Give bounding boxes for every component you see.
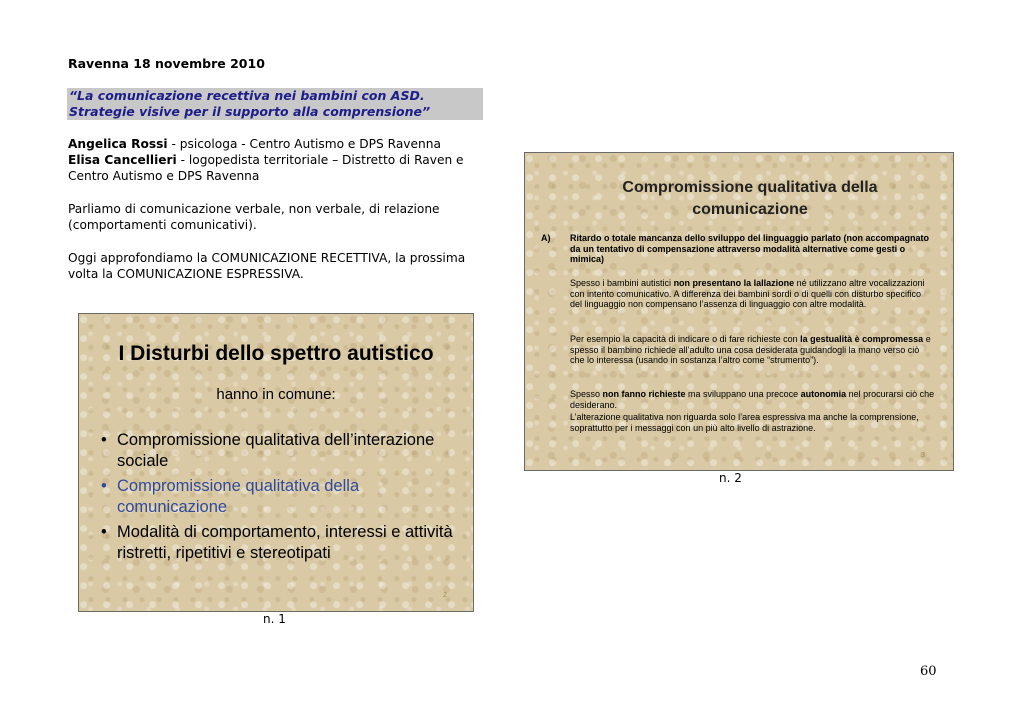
slide1-subtitle: hanno in comune: — [216, 386, 336, 403]
document-date: Ravenna 18 novembre 2010 — [68, 56, 265, 71]
author2-role-cont: Centro Autismo e DPS Ravenna — [68, 169, 260, 183]
intro-p1-line2: (comportamenti comunicativi). — [68, 218, 257, 232]
author1-role: - psicologa - Centro Autismo e DPS Ravenna — [167, 137, 441, 151]
slide2-title — [555, 177, 945, 221]
page-number: 60 — [920, 664, 937, 679]
lecture-title-box — [67, 88, 483, 120]
author2-name: Elisa Cancellieri — [68, 153, 177, 167]
slide1-bullet: • Compromissione qualitativa dell’interazione sociale — [101, 431, 435, 470]
intro-p1-line1: Parliamo di comunicazione verbale, non verbale, di relazione — [68, 202, 440, 216]
slide2-point-1: Ritardo o totale mancanza dello sviluppo del linguaggio parlato (non accompagnato da un tentativo di compensazione attraverso modalità alternative come gesti o mimica) — [570, 233, 930, 264]
authors-block — [68, 136, 488, 184]
slide1-page-number: 2 — [443, 592, 447, 599]
slide1-bullet: • Modalità di comportamento, interessi e attività ristretti, ripetitivi e stereotipati — [101, 523, 453, 562]
slide2-caption: n. 2 — [719, 471, 742, 485]
slide-2 — [524, 152, 954, 471]
slide2-title-line1: Compromissione qualitativa della — [622, 179, 878, 196]
slide2-item-label: A) — [541, 233, 551, 243]
slide2-page-number: 3 — [921, 452, 925, 459]
intro-p2-line2: volta la COMUNICAZIONE ESPRESSIVA. — [68, 267, 304, 281]
slide2-point-3: Per esempio la capacità di indicare o di fare richieste con la gestualità è compromessa e spesso il bambino richiede all’adulto una cosa desiderata guidandogli la mano verso ciò che lo interessa (usando in sostanza l’altro come “strumento”). — [570, 334, 931, 365]
slide1-bullet: • Compromissione qualitativa della comunicazione — [101, 477, 360, 516]
slide1-title: I Disturbi dello spettro autistico — [118, 342, 434, 365]
intro-paragraph-2 — [68, 250, 488, 282]
slide1-bullet-list — [101, 430, 461, 568]
slide2-point-5: L’alterazione qualitativa non riguarda solo l’area espressiva ma anche la comprensione, soprattutto per i messaggi con un più alto livello di astrazione. — [570, 412, 919, 433]
slide2-title-line2: comunicazione — [692, 201, 808, 218]
author2-role: - logopedista territoriale – Distretto di Raven e — [176, 153, 464, 167]
lecture-title-line2: Strategie visive per il supporto alla comprensione” — [69, 104, 431, 119]
slide2-point-2: Spesso i bambini autistici non presentano la lallazione né utilizzano altre vocalizzazioni con intento comunicativo. A differenza dei bambini sordi o di quelli con disturbo specifico del linguaggio non compensano l’assenza di linguaggio con altre modalità. — [570, 278, 925, 309]
intro-p2-line1: Oggi approfondiamo la COMUNICAZIONE RECETTIVA, la prossima — [68, 251, 466, 265]
intro-paragraph-1 — [68, 201, 488, 233]
slide2-point-4: Spesso non fanno richieste ma sviluppano una precoce autonomia nel procurarsi ciò che desiderano. — [570, 389, 935, 410]
author1-name: Angelica Rossi — [68, 137, 168, 151]
lecture-title-line1: “La comunicazione recettiva nei bambini con ASD. — [69, 88, 425, 103]
slide-1 — [78, 313, 474, 612]
slide1-caption: n. 1 — [263, 612, 286, 626]
